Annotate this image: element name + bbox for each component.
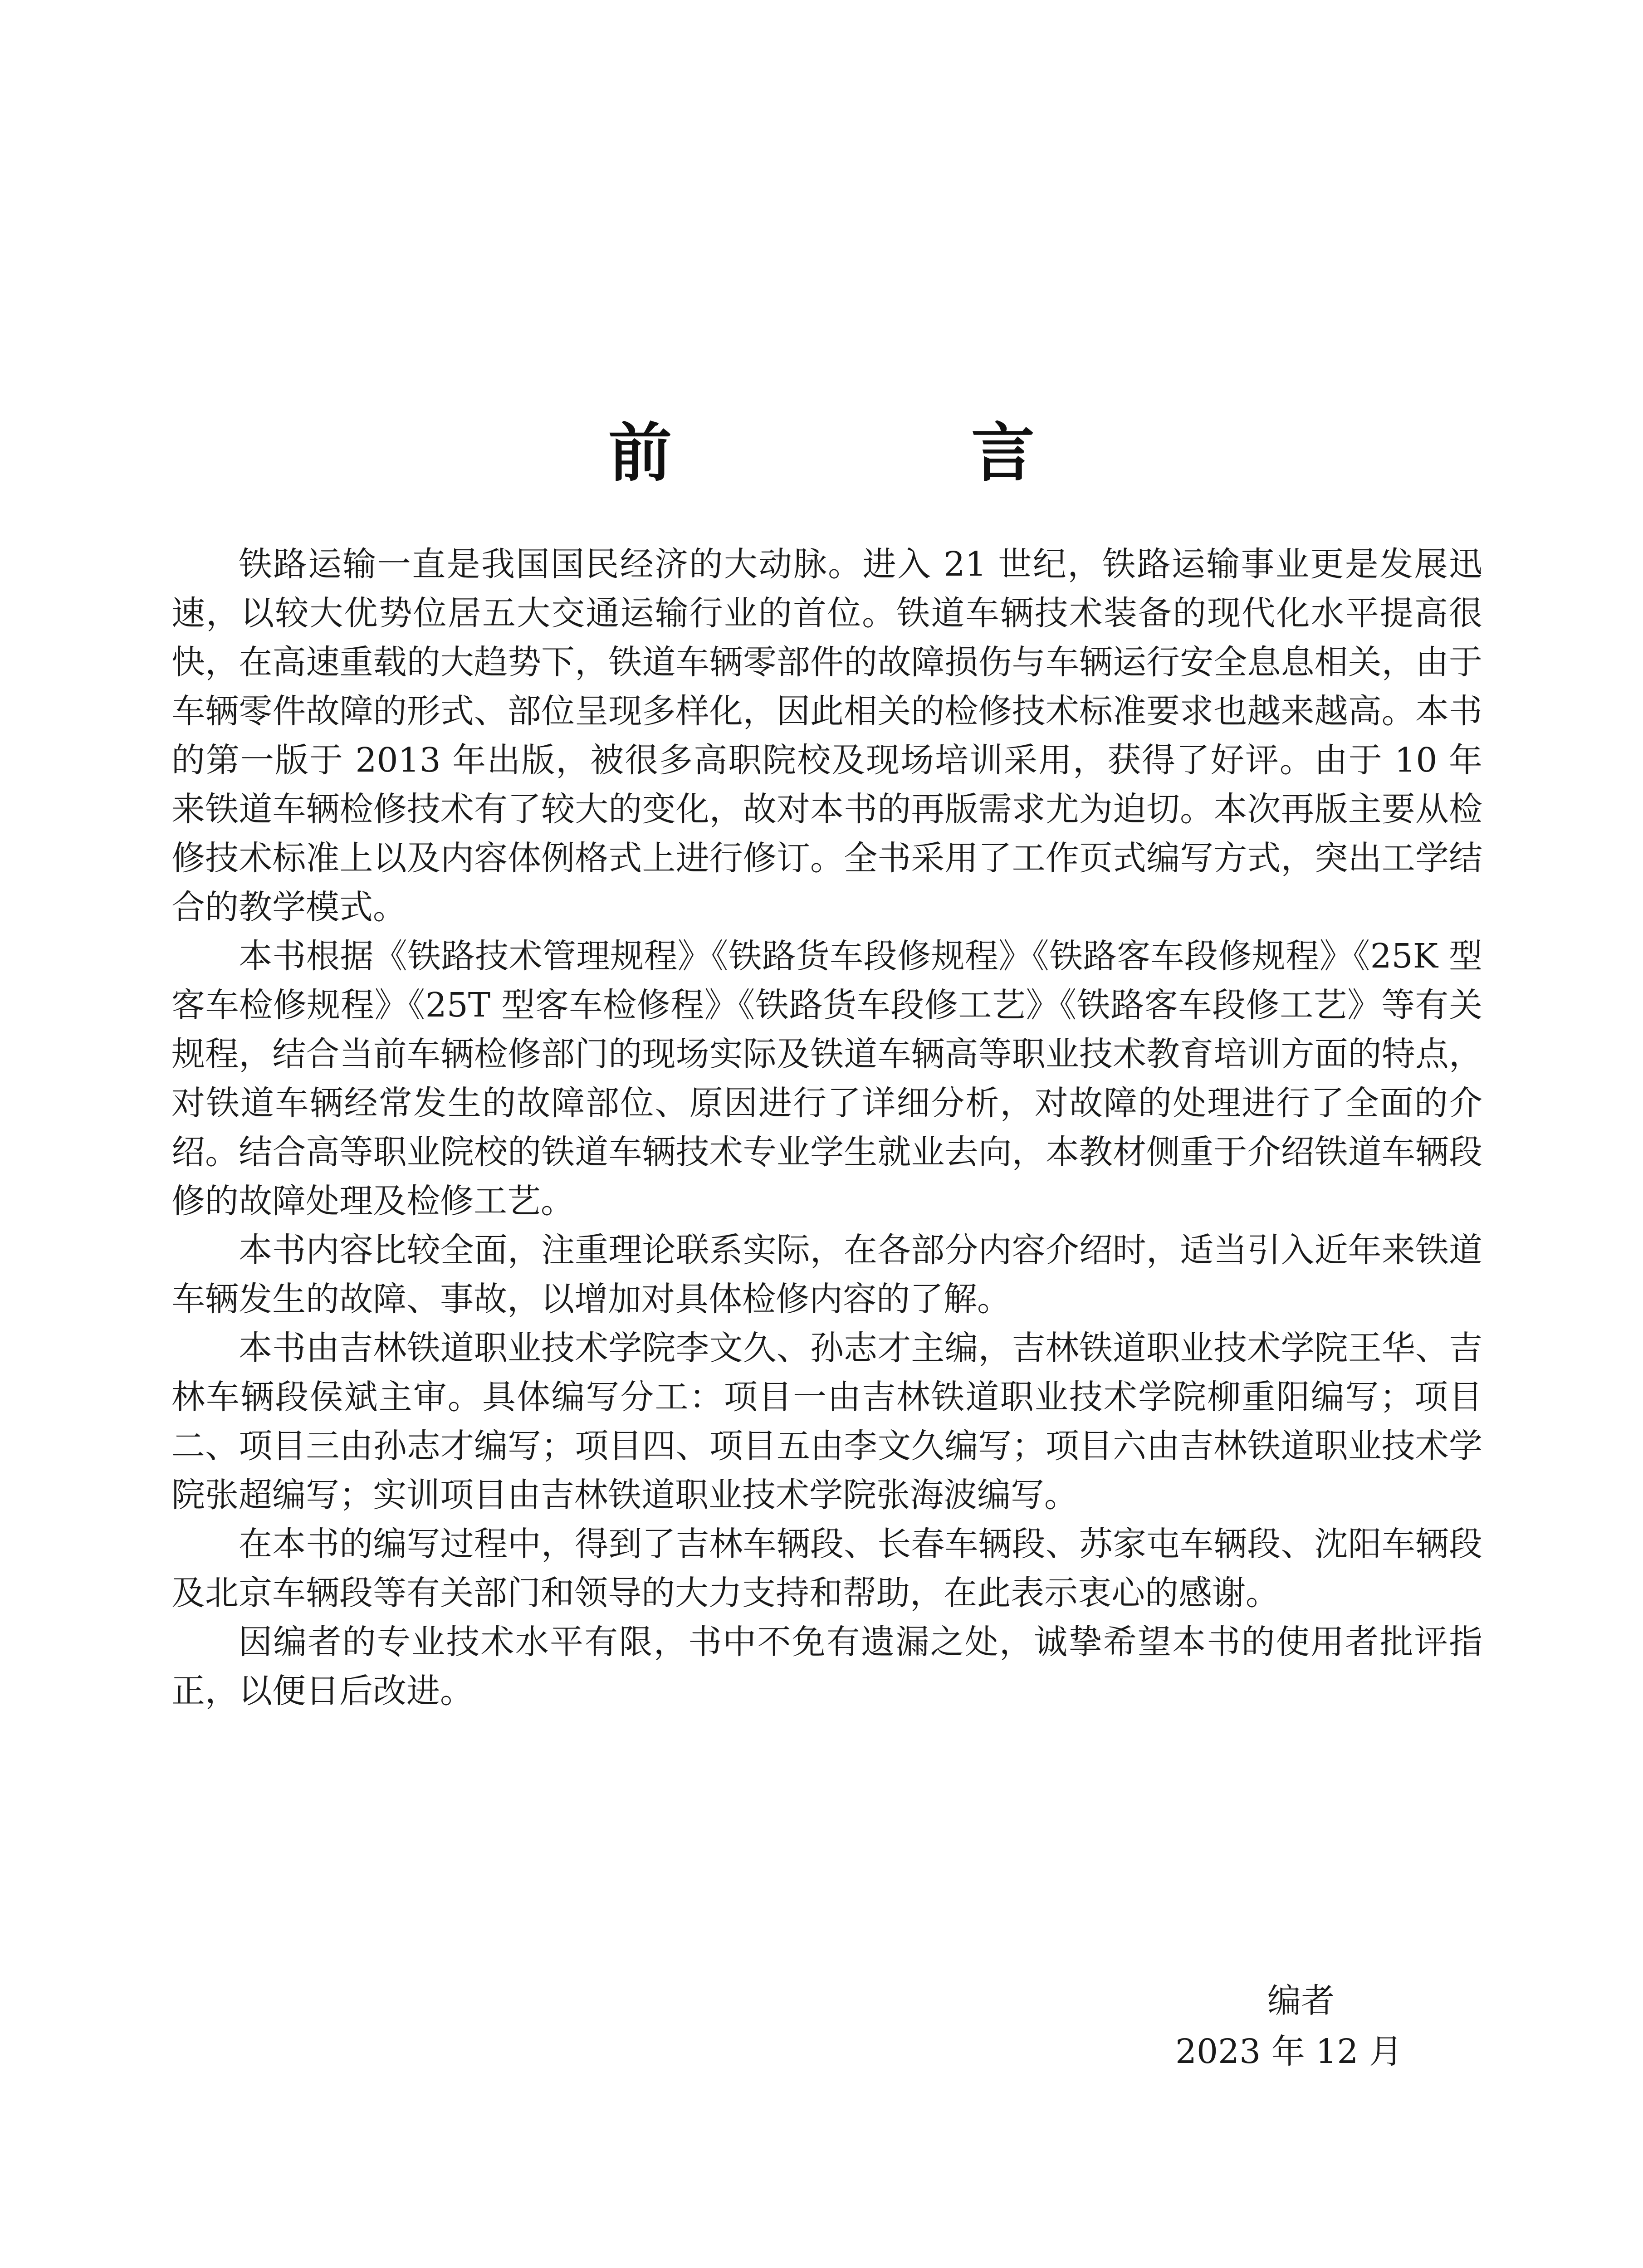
paragraph-content: 本书内容比较全面，注重理论联系实际，在各部分内容介绍时，适当引入近年来铁道车辆发生的故障、事故，以增加对具体检修内容的了解。	[171, 1231, 1482, 1319]
signature-author: 编者	[1267, 1981, 1335, 2020]
signature-date: 2023 年 12 月	[1175, 2032, 1403, 2071]
paragraph-intro: 铁路运输一直是我国国民经济的大动脉。进入 21 世纪，铁路运输事业更是发展迅速，以较大优势位居五大交通运输行业的首位。铁道车辆技术装备的现代化水平提高很快，在高速重载的大趋势下，铁道车辆零部件的故障损伤与车辆运行安全息息相关，由于车辆零件故障的形式、部位呈现多样化，因此相关的检修技术标准要求也越来越高。本书的第一版于 2013 年出版，被很多高职院校及现场培训采用，获得了好评。由于 10 年来铁道车辆检修技术有了较大的变化，故对本书的再版需求尤为迫切。本次再版主要从检修技术标准上以及内容体例格式上进行修订。全书采用了工作页式编写方式，突出工学结合的教学模式。	[171, 545, 1482, 927]
paragraph-closing: 因编者的专业技术水平有限，书中不免有遗漏之处，诚挚希望本书的使用者批评指正，以便日后改进。	[171, 1623, 1482, 1711]
page-title: 前 言	[608, 416, 1153, 490]
paragraph-basis: 本书根据《铁路技术管理规程》《铁路货车段修规程》《铁路客车段修规程》《25K 型客车检修规程》《25T 型客车检修程》《铁路货车段修工艺》《铁路客车段修工艺》等有关规程，结合当前车辆检修部门的现场实际及铁道车辆高等职业技术教育培训方面的特点，对铁道车辆经常发生的故障部位、原因进行了详细分析，对故障的处理进行了全面的介绍。结合高等职业院校的铁道车辆技术专业学生就业去向，本教材侧重于介绍铁道车辆段修的故障处理及检修工艺。	[171, 937, 1482, 1221]
paragraph-thanks: 在本书的编写过程中，得到了吉林车辆段、长春车辆段、苏家屯车辆段、沈阳车辆段及北京车辆段等有关部门和领导的大力支持和帮助，在此表示衷心的感谢。	[171, 1525, 1482, 1613]
paragraph-authors: 本书由吉林铁道职业技术学院李文久、孙志才主编，吉林铁道职业技术学院王华、吉林车辆段侯斌主审。具体编写分工：项目一由吉林铁道职业技术学院柳重阳编写；项目二、项目三由孙志才编写；项目四、项目五由李文久编写；项目六由吉林铁道职业技术学院张超编写；实训项目由吉林铁道职业技术学院张海波编写。	[171, 1329, 1482, 1515]
signature-block	[1175, 1975, 1403, 2077]
body-text	[171, 540, 1482, 1716]
